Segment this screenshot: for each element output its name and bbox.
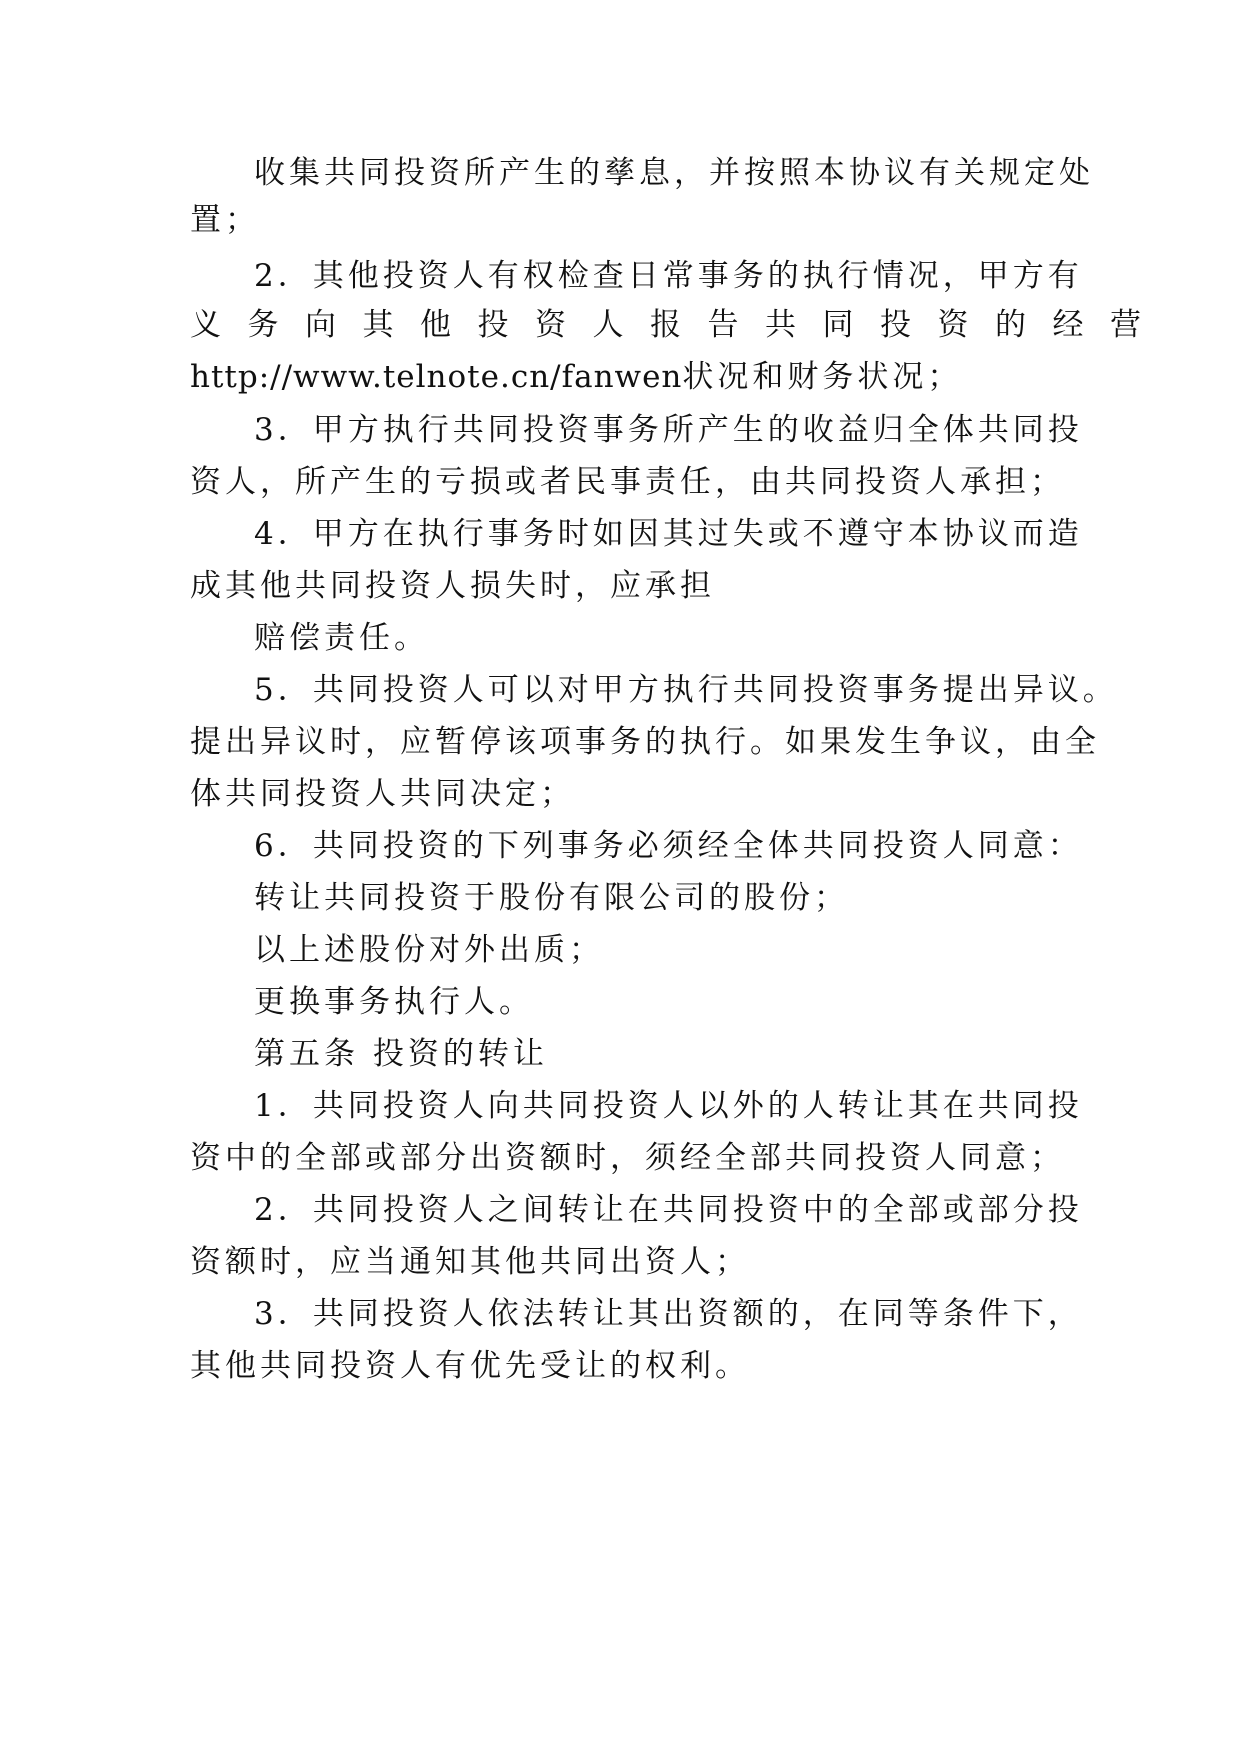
text-line-17: 更换事务执行人。 [254,984,534,1020]
text-line-15: 转让共同投资于股份有限公司的股份； [254,880,849,916]
text-line-5 [190,357,962,397]
text-line-12: 提出异议时，应暂停该项事务的执行。如果发生争议，由全 [190,724,1100,760]
text-line-19: 1．共同投资人向共同投资人以外的人转让其在共同投 [254,1088,1083,1124]
text-line-6: 3．甲方执行共同投资事务所产生的收益归全体共同投 [254,412,1083,448]
text-line-7: 资人，所产生的亏损或者民事责任，由共同投资人承担； [190,464,1065,500]
text-line-13: 体共同投资人共同决定； [190,776,575,812]
text-line-20: 资中的全部或部分出资额时，须经全部共同投资人同意； [190,1140,1065,1176]
text-line-22: 资额时，应当通知其他共同出资人； [190,1244,750,1280]
text-line-24: 其他共同投资人有优先受让的权利。 [190,1348,750,1384]
text-line-5-tail: 状况和财务状况； [682,359,963,395]
text-line-21: 2．共同投资人之间转让在共同投资中的全部或部分投 [254,1192,1083,1228]
text-line-23: 3．共同投资人依法转让其出资额的，在同等条件下， [254,1296,1083,1332]
text-line-16: 以上述股份对外出质； [254,932,604,968]
url-link[interactable]: http://www.telnote.cn/fanwen [190,359,683,395]
text-line-1: 收集共同投资所产生的孳息，并按照本协议有关规定处 [254,155,1094,191]
text-line-3: 2．其他投资人有权检查日常事务的执行情况，甲方有 [254,258,1083,294]
text-line-14: 6．共同投资的下列事务必须经全体共同投资人同意： [254,828,1083,864]
text-line-8: 4．甲方在执行事务时如因其过失或不遵守本协议而造 [254,516,1083,552]
text-line-10: 赔偿责任。 [254,620,429,656]
text-line-9: 成其他共同投资人损失时，应承担 [190,568,715,604]
section-heading: 第五条 投资的转让 [254,1036,548,1072]
text-line-2: 置； [190,202,260,238]
text-line-4: 义务向其他投资人报告共同投资的经营 [190,307,1168,343]
text-line-11: 5．共同投资人可以对甲方执行共同投资事务提出异议。 [254,672,1118,708]
